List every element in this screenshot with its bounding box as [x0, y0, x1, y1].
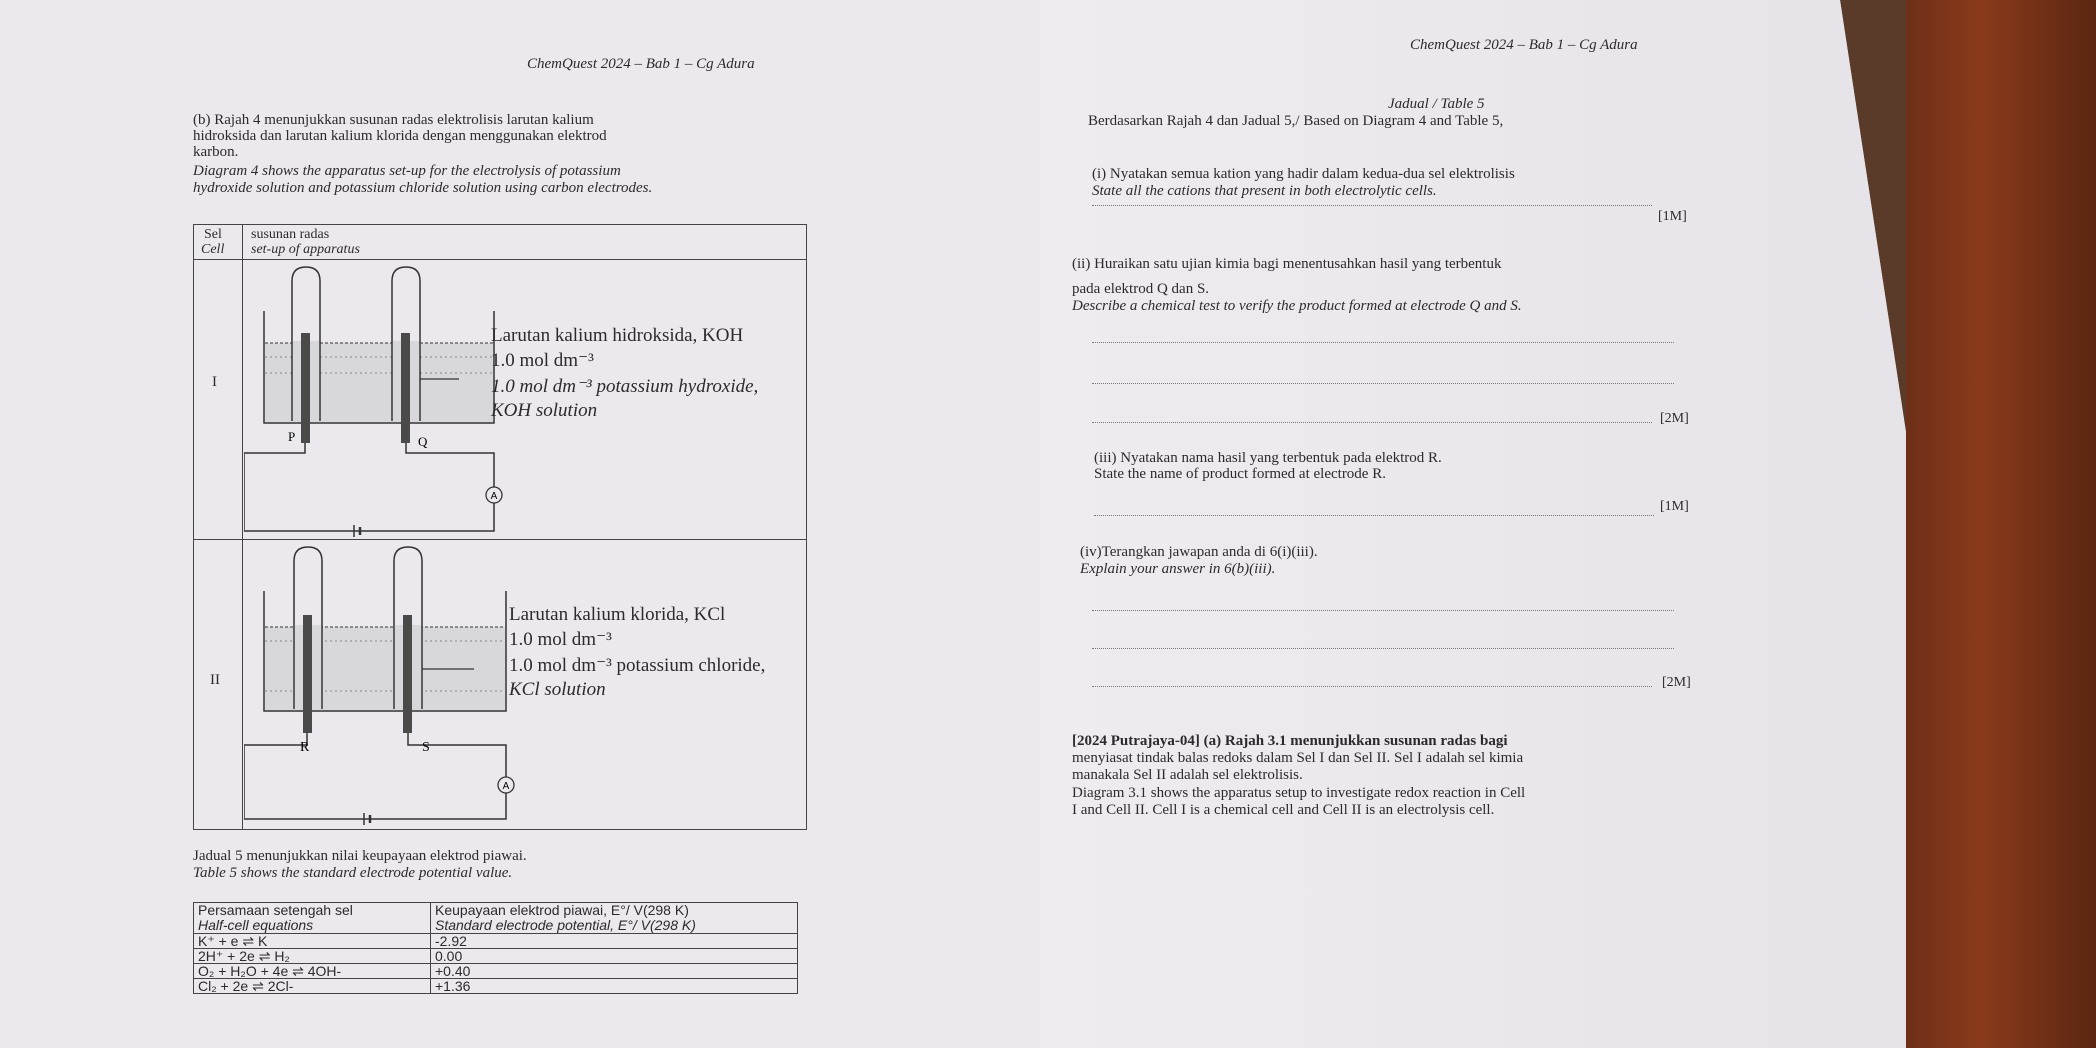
worksheet-right-page: [1040, 0, 2040, 1048]
potential-value: +1.36: [431, 979, 798, 994]
ammeter-label: A: [490, 491, 498, 502]
electrode-potential-table: [193, 902, 798, 994]
potential-value: 0.00: [431, 949, 798, 964]
answer-line[interactable]: [1092, 205, 1652, 206]
cell-number-I: I: [212, 374, 217, 390]
answer-line[interactable]: [1092, 648, 1674, 649]
table-row: [194, 964, 798, 979]
question-b-malay-3: karbon.: [193, 144, 239, 160]
question-i-malay: (i) Nyatakan semua kation yang hadir dalam kedua-dua sel elektrolisis: [1092, 166, 1515, 182]
answer-line[interactable]: [1092, 610, 1674, 611]
cell-I-label-english: 1.0 mol dm⁻³ potassium hydroxide,: [491, 376, 759, 397]
half-cell-equation: Cl₂ + 2e ⇌ 2Cl-: [194, 979, 431, 994]
electrode-R-label: R: [300, 740, 310, 755]
marks-badge: [2M]: [1662, 675, 1691, 690]
question-b-english-1: Diagram 4 shows the apparatus set-up for the electrolysis of potassium: [193, 163, 621, 179]
col-head-cell-malay: Sel: [204, 227, 222, 242]
marks-badge: [1M]: [1660, 499, 1689, 514]
half-cell-equation: O₂ + H₂O + 4e ⇌ 4OH-: [194, 964, 431, 979]
answer-line[interactable]: [1092, 686, 1652, 687]
header-potential-english: Standard electrode potential, E°/ V(298 K): [435, 917, 696, 933]
question-ii-malay-1: (ii) Huraikan satu ujian kimia bagi menentusahkan hasil yang terbentuk: [1072, 256, 1502, 272]
answer-line[interactable]: [1092, 422, 1652, 423]
circuit-wire: [244, 443, 494, 531]
question-iv-english: Explain your answer in 6(b)(iii).: [1080, 561, 1276, 577]
cell-I-label-conc: 1.0 mol dm⁻³: [491, 350, 594, 371]
potential-value: +0.40: [431, 964, 798, 979]
next-question-line-4: Diagram 3.1 shows the apparatus setup to investigate redox reaction in Cell: [1072, 785, 1526, 801]
question-iii-malay: (iii) Nyatakan nama hasil yang terbentuk pada elektrod R.: [1094, 450, 1442, 466]
cell-II-label-english: 1.0 mol dm⁻³ potassium chloride,: [509, 655, 766, 676]
table-divider: [194, 259, 806, 260]
electrode-P-label: P: [288, 429, 296, 444]
cell-II-label-english-2: KCl solution: [509, 679, 606, 700]
answer-line[interactable]: [1094, 515, 1654, 516]
header-equations-malay: Persamaan setengah sel: [198, 902, 353, 918]
cell-II-label-conc: 1.0 mol dm⁻³: [509, 629, 612, 650]
electrode-Q-label: Q: [418, 434, 428, 449]
answer-line[interactable]: [1092, 342, 1674, 343]
electrode-Q: [401, 333, 410, 443]
page-header-right: ChemQuest 2024 – Bab 1 – Cg Adura: [1410, 37, 1638, 53]
based-on-text: Berdasarkan Rajah 4 dan Jadual 5,/ Based on Diagram 4 and Table 5,: [1088, 113, 1504, 129]
answer-line[interactable]: [1092, 383, 1674, 384]
page-header-left: ChemQuest 2024 – Bab 1 – Cg Adura: [527, 56, 755, 72]
jadual-title: Jadual / Table 5: [1388, 96, 1485, 112]
next-question-line-3: manakala Sel II adalah sel elektrolisis.: [1072, 767, 1303, 783]
col-head-setup-malay: susunan radas: [251, 227, 330, 242]
question-b-malay-2: hidroksida dan larutan kalium klorida dengan menggunakan elektrod: [193, 128, 607, 144]
table-header-cell: [194, 903, 431, 934]
table-row: [194, 949, 798, 964]
ammeter-label: A: [502, 781, 510, 792]
table5-caption-english: Table 5 shows the standard electrode potential value.: [193, 865, 513, 881]
table-header-row: [194, 903, 798, 934]
half-cell-equation: K⁺ + e ⇌ K: [194, 934, 431, 949]
table-divider: [194, 539, 806, 540]
circuit-wire: [244, 733, 506, 819]
cell-II-label-malay: Larutan kalium klorida, KCl: [509, 604, 726, 625]
next-question-line-5: I and Cell II. Cell I is a chemical cell and Cell II is an electrolysis cell.: [1072, 802, 1495, 818]
electrode-S-label: S: [422, 740, 430, 755]
question-ii-malay-2: pada elektrod Q dan S.: [1072, 281, 1210, 297]
apparatus-table: [193, 224, 807, 830]
header-equations-english: Half-cell equations: [198, 917, 314, 933]
electrode-R: [303, 615, 312, 733]
half-cell-equation: 2H⁺ + 2e ⇌ H₂: [194, 949, 431, 964]
question-b-english-2: hydroxide solution and potassium chloride solution using carbon electrodes.: [193, 180, 653, 196]
table-header-cell: [431, 903, 798, 934]
question-b-malay-1: (b) Rajah 4 menunjukkan susunan radas elektrolisis larutan kalium: [193, 112, 594, 128]
cell-I-label-malay: Larutan kalium hidroksida, KOH: [491, 325, 744, 346]
electrode-P: [301, 333, 310, 443]
question-iii-english: State the name of product formed at electrode R.: [1094, 466, 1386, 482]
col-head-setup-english: set-up of apparatus: [251, 242, 360, 257]
cell-I-label-english-2: KOH solution: [491, 400, 598, 421]
question-iv-malay: (iv)Terangkan jawapan anda di 6(i)(iii).: [1080, 544, 1318, 560]
header-potential-malay: Keupayaan elektrod piawai, E°/ V(298 K): [435, 902, 689, 918]
marks-badge: [2M]: [1660, 411, 1689, 426]
table5-caption-malay: Jadual 5 menunjukkan nilai keupayaan elektrod piawai.: [193, 848, 527, 864]
table-row: [194, 979, 798, 994]
next-question-line-1: [2024 Putrajaya-04] (a) Rajah 3.1 menunjukkan susunan radas bagi: [1072, 733, 1508, 749]
table-row: [194, 934, 798, 949]
col-head-cell-english: Cell: [201, 242, 225, 257]
potential-value: -2.92: [431, 934, 798, 949]
question-ii-english: Describe a chemical test to verify the product formed at electrode Q and S.: [1072, 298, 1522, 314]
desk-background: [1906, 0, 2096, 1048]
marks-badge: [1M]: [1658, 209, 1687, 224]
next-question-line-2: menyiasat tindak balas redoks dalam Sel I dan Sel II. Sel I adalah sel kimia: [1072, 750, 1524, 766]
table-divider: [242, 225, 243, 829]
question-i-english: State all the cations that present in both electrolytic cells.: [1092, 183, 1437, 199]
electrode-S: [403, 615, 412, 733]
cell-number-II: II: [210, 672, 220, 688]
